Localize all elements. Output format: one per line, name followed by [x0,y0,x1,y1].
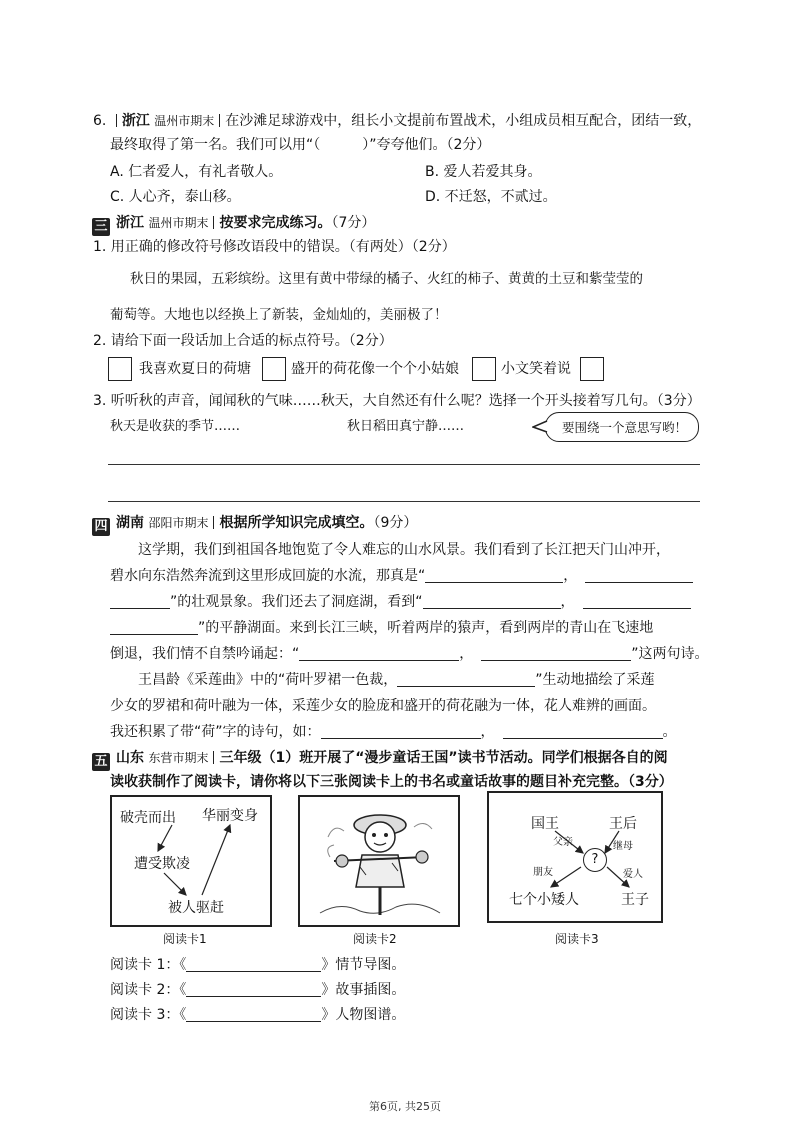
sec3-q1: 1. 用正确的修改符号修改语段中的错误。（有两处）（2分） [93,239,456,255]
sec3-q2: 2. 请给下面一段话加上合适的标点符号。（2分） [93,333,393,349]
sec4-line5-end: ”这两句诗。 [631,646,709,662]
comma: ， [459,646,474,662]
card3-lover-label: 爱人 [623,869,643,880]
card3-father-label: 父亲 [553,837,573,848]
answer-blank-1[interactable] [186,956,321,972]
separator [213,516,214,529]
punctuation-box-1[interactable] [108,357,132,381]
sec4-line3 [110,592,691,612]
q6-tag: 温州市期末 [154,114,215,128]
q6-text-line2: 最终取得了第一名。我们可以用“（ ）”夸夸他们。（2分） [110,137,491,153]
q6-option-a[interactable]: A. 仁者爱人，有礼者敬人。 [110,164,283,180]
card3-center-unknown: ? [583,848,607,872]
answer-card-2-end: 》故事插图。 [321,982,406,998]
q6-line1 [93,111,701,131]
sec3-q3: 3. 听听秋的声音，闻闻秋的气味……秋天，大自然还有什么呢？选择一个开头接着写几句。（3分） [93,393,701,409]
fill-blank-4-cont[interactable] [110,619,198,635]
answer-blank-2[interactable] [186,981,321,997]
sec4-line1: 这学期，我们到祖国各地饱览了令人难忘的山水风景。我们看到了长江把天门山冲开， [138,542,670,558]
sec3-q2-segment2: 盛开的荷花像一个个小姑娘 [291,361,459,377]
fill-blank-2-cont[interactable] [110,593,170,609]
separator [219,114,220,127]
card3-friend-label: 朋友 [533,867,553,878]
sec5-badge: 五 [92,753,110,771]
fill-blank-3[interactable] [423,593,561,609]
comma: ， [480,724,495,740]
card3-prince: 王子 [621,892,649,908]
card3-stepmother-label: 继母 [613,841,633,852]
writing-line-1[interactable] [108,464,700,465]
sec4-tag: 邵阳市期末 [148,516,209,530]
hint-bubble [545,412,699,442]
answer-card-2-label: 阅读卡 2：《 [110,982,187,998]
fill-blank-8[interactable] [321,723,481,739]
hint-bubble-text: 要围绕一个意思写哟！ [562,420,688,435]
sec4-line8-text: 我还积累了带“荷”字的诗句，如： [110,724,321,740]
sec4-region: 湖南 [116,515,144,531]
sec4-line5-text: 倒退，我们情不自禁吟诵起：“ [110,646,300,662]
card1-node-4: 被人驱赶 [168,900,224,916]
fill-blank-7[interactable] [397,671,535,687]
sec4-title: 根据所学知识完成填空。 [219,515,374,531]
sec3-q3-opening1[interactable]: 秋天是收获的季节…… [110,419,241,434]
card2-caption: 阅读卡2 [353,932,397,946]
answer-card-3 [110,1005,405,1025]
answer-card-1 [110,955,405,975]
sec3-q3-opening2[interactable]: 秋日稻田真宁静…… [347,419,465,434]
sec3-badge: 三 [92,218,110,236]
card1-node-1: 破壳而出 [120,810,176,826]
writing-line-2[interactable] [108,501,700,502]
q6-region: 浙江 [121,113,150,129]
punctuation-box-4[interactable] [580,357,604,381]
q6-option-b[interactable]: B. 爱人若爱其身。 [425,164,542,180]
sec3-tag: 温州市期末 [148,216,209,230]
sec5-header [92,748,668,771]
comma: ， [560,594,575,610]
answer-card-2 [110,980,405,1000]
fill-blank-1[interactable] [425,567,563,583]
q6-option-c[interactable]: C. 人心齐，泰山移。 [110,189,241,205]
sec4-line5 [110,644,709,664]
answer-card-1-end: 》情节导图。 [321,957,406,973]
answer-card-3-label: 阅读卡 3：《 [110,1007,187,1023]
q6-option-d[interactable]: D. 不迁怒，不贰过。 [425,189,557,205]
card1-node-2: 华丽变身 [202,808,258,824]
sec4-line7: 少女的罗裙和荷叶融为一体，采莲少女的脸庞和盛开的荷花融为一体，花人难辨的画面。 [110,698,656,714]
card1-node-3: 遭受欺凌 [134,856,190,872]
card1-caption: 阅读卡1 [163,932,207,946]
separator [116,114,117,127]
fill-blank-4[interactable] [583,593,691,609]
bubble-tail-icon [532,420,548,434]
sec4-line6-text: 王昌龄《采莲曲》中的“荷叶罗裙一色裁， [138,672,398,688]
sec3-q1-passage-line1: 秋日的果园，五彩缤纷。这里有黄中带绿的橘子、火红的柿子、黄黄的土豆和紫莹莹的 [130,271,643,287]
sec3-q2-segment1: 我喜欢夏日的荷塘 [139,361,251,377]
sec4-line8 [110,722,677,742]
fill-blank-9[interactable] [503,723,663,739]
period: 。 [662,724,677,740]
reading-card-1 [110,795,272,927]
sec4-line2 [110,566,693,586]
sec4-line6 [138,670,655,690]
sec3-title: 按要求完成练习。 [219,215,332,231]
sec3-score: （7分） [331,215,376,231]
fill-blank-5[interactable] [299,645,459,661]
answer-card-1-label: 阅读卡 1：《 [110,957,187,973]
separator [213,751,214,764]
punctuation-box-3[interactable] [472,357,496,381]
reading-card-2 [298,795,460,927]
card1-arrows [112,797,270,925]
page-number: 第6页, 共25页 [369,1100,441,1113]
sec3-q2-segment3: 小文笑着说 [501,361,571,377]
separator [213,216,214,229]
sec5-tag: 东营市期末 [148,751,209,765]
scarecrow-illustration-icon [300,797,458,925]
sec3-region: 浙江 [116,215,144,231]
sec5-region: 山东 [116,750,144,766]
sec5-title-line2: 读收获制作了阅读卡，请你将以下三张阅读卡上的书名或童话故事的题目补充完整。（3分） [110,774,673,790]
card3-relation-arrows [489,793,661,921]
sec4-header [92,513,417,536]
sec4-line2-text: 碧水向东浩然奔流到这里形成回旋的水流，那真是“ [110,568,426,584]
card3-caption: 阅读卡3 [555,932,599,946]
q6-text-line1: 在沙滩足球游戏中，组长小文提前布置战术，小组成员相互配合，团结一致， [225,113,702,129]
sec4-line3-text: ”的壮观景象。我们还去了洞庭湖，看到“ [170,594,423,610]
fill-blank-6[interactable] [481,645,631,661]
answer-blank-3[interactable] [186,1006,321,1022]
card3-queen: 王后 [609,816,637,832]
sec4-score: （9分） [373,515,418,531]
sec3-q1-passage-line2: 葡萄等。大地也以经换上了新装，金灿灿的，美丽极了！ [110,307,448,323]
card3-king: 国王 [531,816,559,832]
punctuation-box-2[interactable] [262,357,286,381]
card3-dwarfs: 七个小矮人 [509,892,579,908]
q6-number: 6. [93,113,107,129]
sec4-badge: 四 [92,518,110,536]
reading-card-3 [487,791,663,923]
sec4-line4-text: ”的平静湖面。来到长江三峡，听着两岸的猿声，看到两岸的青山在飞速地 [198,620,654,636]
comma: ， [563,568,578,584]
fill-blank-2[interactable] [585,567,693,583]
sec4-line6-end: ”生动地描绘了采莲 [535,672,655,688]
sec4-line4 [110,618,653,638]
sec5-title-line1: 三年级（1）班开展了“漫步童话王国”读书节活动。同学们根据各自的阅 [219,750,668,766]
sec3-header [92,213,375,236]
answer-card-3-end: 》人物图谱。 [321,1007,406,1023]
